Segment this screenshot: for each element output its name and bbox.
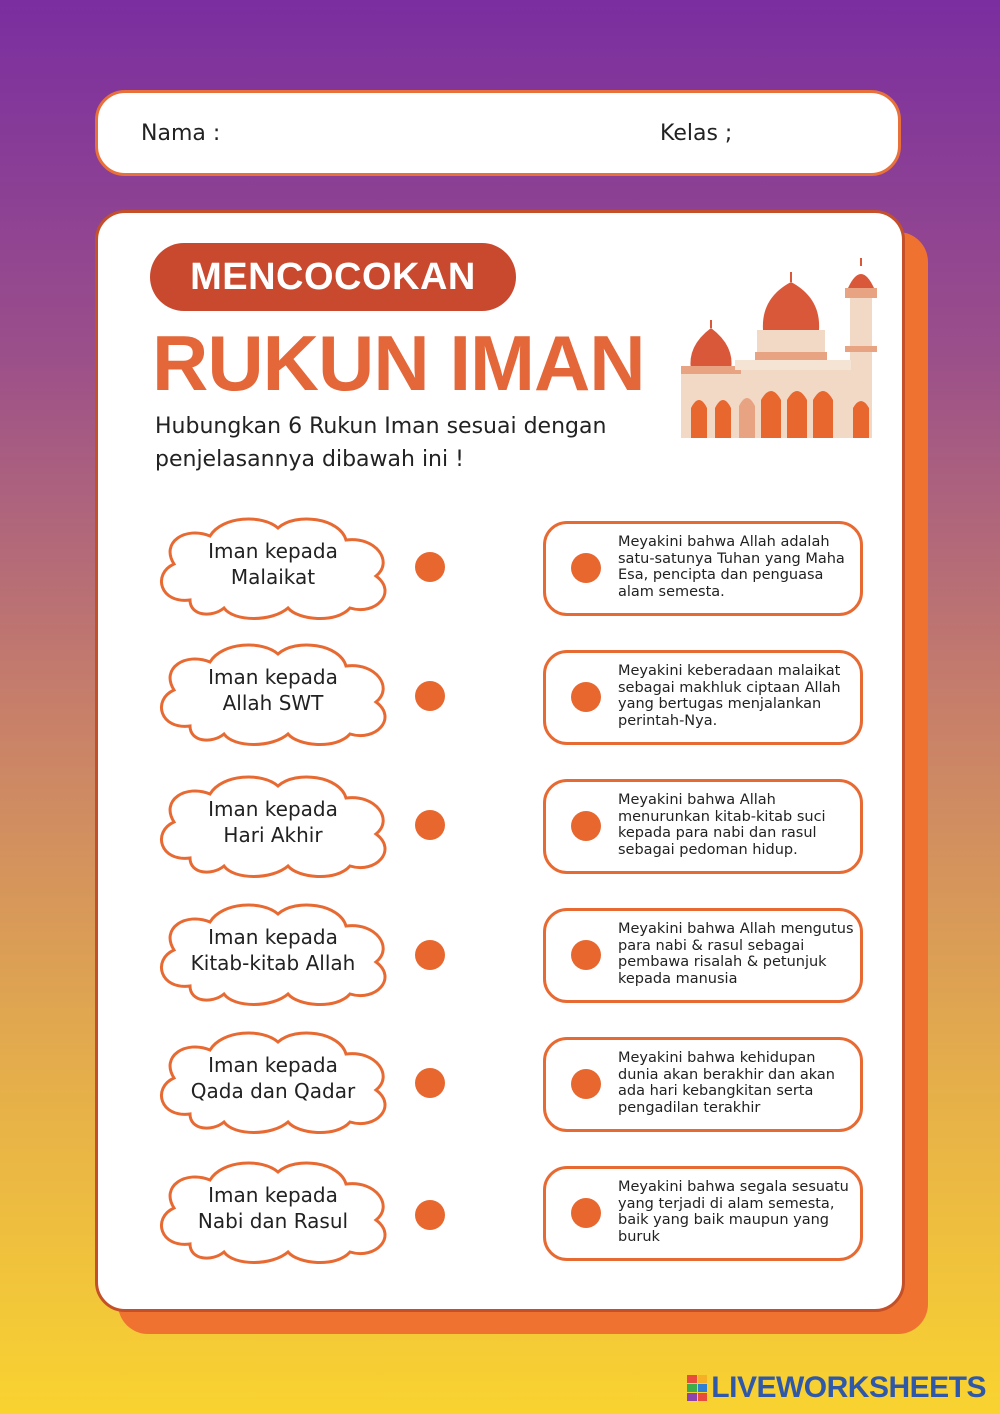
main-title: RUKUN IMAN — [152, 319, 645, 407]
description-box-1 — [543, 521, 863, 616]
right-connector-dot-1[interactable] — [571, 553, 601, 583]
item-line1: Iman kepada — [208, 925, 338, 949]
right-connector-dot-4[interactable] — [571, 940, 601, 970]
description-box-2 — [543, 650, 863, 745]
pill-title: MENCOCOKAN — [150, 243, 516, 311]
description-text: Meyakini bahwa Allah mengutus para nabi & rasul sebagai pembawa risalah & petunjuk kepada manusia — [618, 921, 854, 987]
right-connector-dot-5[interactable] — [571, 1069, 601, 1099]
pillar-item-1 — [150, 512, 396, 622]
watermark-text: LIVEWORKSHEETS — [711, 1371, 986, 1404]
instruction-text: Hubungkan 6 Rukun Iman sesuai dengan penjelasannya dibawah ini ! — [155, 414, 607, 472]
left-connector-dot-6[interactable] — [415, 1200, 445, 1230]
description-text: Meyakini bahwa kehidupan dunia akan berakhir dan akan ada hari kebangkitan serta pengadilan terakhir — [618, 1050, 835, 1116]
right-connector-dot-6[interactable] — [571, 1198, 601, 1228]
pillar-item-4 — [150, 898, 396, 1008]
left-connector-dot-5[interactable] — [415, 1068, 445, 1098]
item-line2: Kitab-kitab Allah — [190, 951, 356, 975]
left-connector-dot-1[interactable] — [415, 552, 445, 582]
liveworksheets-watermark — [687, 1372, 986, 1404]
item-line2: Qada dan Qadar — [190, 1079, 356, 1103]
class-label: Kelas ; — [660, 121, 733, 146]
mosque-icon — [675, 258, 890, 443]
name-label: Nama : — [141, 121, 221, 146]
description-box-6 — [543, 1166, 863, 1261]
pillar-item-5 — [150, 1026, 396, 1136]
item-line2: Malaikat — [230, 565, 316, 589]
left-connector-dot-4[interactable] — [415, 940, 445, 970]
right-connector-dot-2[interactable] — [571, 682, 601, 712]
description-text: Meyakini bahwa Allah menurunkan kitab-kitab suci kepada para nabi dan rasul sebagai pedoman hidup. — [618, 792, 826, 858]
item-line2: Allah SWT — [222, 691, 324, 715]
description-box-5 — [543, 1037, 863, 1132]
item-line1: Iman kepada — [208, 539, 338, 563]
item-line1: Iman kepada — [208, 665, 338, 689]
description-text: Meyakini bahwa segala sesuatu yang terjadi di alam semesta, baik yang baik maupun yang buruk — [618, 1179, 849, 1245]
description-text: Meyakini keberadaan malaikat sebagai makhluk ciptaan Allah yang bertugas menjalankan perintah-Nya. — [618, 663, 841, 729]
pillar-item-3 — [150, 770, 396, 880]
item-line2: Hari Akhir — [223, 823, 323, 847]
description-text: Meyakini bahwa Allah adalah satu-satunya Tuhan yang Maha Esa, pencipta dan penguasa alam semesta. — [618, 534, 845, 600]
item-line1: Iman kepada — [208, 1183, 338, 1207]
item-line1: Iman kepada — [208, 797, 338, 821]
description-box-3 — [543, 779, 863, 874]
left-connector-dot-3[interactable] — [415, 810, 445, 840]
pillar-item-6 — [150, 1156, 396, 1266]
right-connector-dot-3[interactable] — [571, 811, 601, 841]
left-connector-dot-2[interactable] — [415, 681, 445, 711]
item-line1: Iman kepada — [208, 1053, 338, 1077]
liveworksheets-logo-icon — [687, 1375, 707, 1401]
item-line2: Nabi dan Rasul — [197, 1209, 349, 1233]
student-info-box — [95, 90, 901, 176]
pillar-item-2 — [150, 638, 396, 748]
description-box-4 — [543, 908, 863, 1003]
